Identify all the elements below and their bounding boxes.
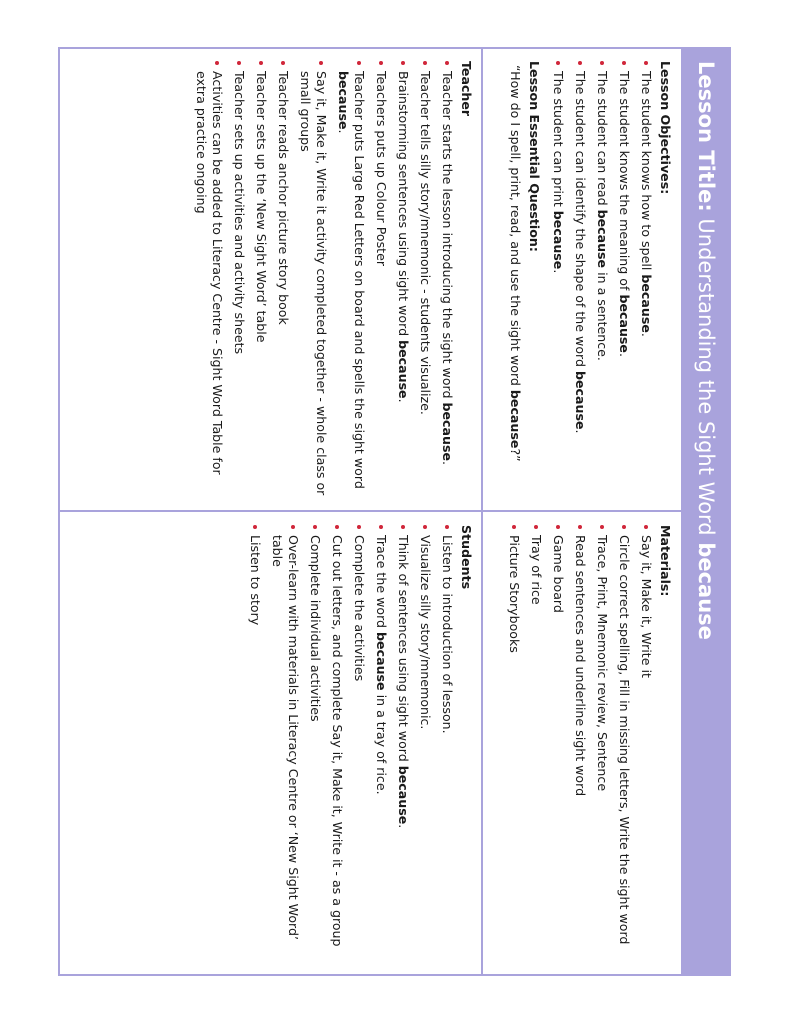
objectives-cell: [485, 61, 673, 501]
list-item: Listen to story: [247, 525, 263, 965]
essential-question-heading: Lesson Essential Question:: [527, 61, 542, 252]
list-item: The student can read because in a sentence.: [594, 61, 610, 501]
list-item: Teacher sets up the ‘New Sight Word’ table: [253, 61, 269, 501]
list-item: Circle correct spelling, Fill in missing letters, Write the sight word: [616, 525, 632, 965]
lesson-plan-sheet: [58, 47, 731, 976]
list-item: Teacher starts the lesson introducing the sight word because.: [439, 61, 455, 501]
list-item: Say it, Make it, Write it: [638, 525, 654, 965]
list-item: Listen to introduction of lesson.: [439, 525, 455, 965]
materials-list: [506, 525, 654, 965]
objectives-heading: Lesson Objectives:: [658, 61, 673, 195]
list-item: The student knows how to spell because.: [638, 61, 654, 501]
teacher-list: [193, 61, 455, 501]
lesson-title-text: Understanding the Sight Word: [694, 218, 718, 536]
materials-heading: Materials:: [658, 525, 673, 597]
list-item: Say it, Make it, Write it activity completed together - whole class or small groups: [297, 61, 329, 501]
teacher-cell: [64, 61, 474, 501]
students-heading: Students: [459, 525, 474, 590]
list-item: Teacher sets up activities and activity sheets: [231, 61, 247, 501]
list-item: Trace, Print, Mnemonic review, Sentence: [594, 525, 610, 965]
column-divider: [58, 510, 681, 512]
list-item: Complete the activities: [351, 525, 367, 965]
row-divider: [481, 47, 483, 976]
list-item: Complete individual activities: [307, 525, 323, 965]
list-item: Teacher puts Large Red Letters on board and spells the sight word because.: [335, 61, 367, 501]
list-item: Brainstorming sentences using sight word because.: [395, 61, 411, 501]
lesson-title-label: Lesson Title:: [694, 61, 718, 212]
list-item: The student can identify the shape of the word because.: [572, 61, 588, 501]
list-item: Read sentences and underline sight word: [572, 525, 588, 965]
teacher-heading: Teacher: [459, 61, 474, 117]
list-item: Picture Storybooks: [506, 525, 522, 965]
list-item: Activities can be added to Literacy Centre - Sight Word Table for extra practice ongoing: [193, 61, 225, 501]
list-item: Think of sentences using sight word because.: [395, 525, 411, 965]
list-item: The student knows the meaning of because.: [616, 61, 632, 501]
list-item: Game board: [550, 525, 566, 965]
list-item: Visualize silly story/mnemonic.: [417, 525, 433, 965]
list-item: Teacher reads anchor picture story book: [275, 61, 291, 501]
list-item: Trace the word because in a tray of rice.: [373, 525, 389, 965]
lesson-title-bar: [681, 47, 731, 976]
list-item: Teacher tells silly story/mnemonic - students visualize.: [417, 61, 433, 501]
students-list: [247, 525, 455, 965]
lesson-title-word: because: [694, 542, 718, 640]
list-item: Tray of rice: [528, 525, 544, 965]
students-cell: [64, 525, 474, 965]
materials-cell: [485, 525, 673, 965]
objectives-list: [550, 61, 654, 501]
essential-question-text: “How do I spell, print, read, and use the sight word because?”: [508, 65, 523, 462]
list-item: Teachers puts up Colour Poster: [373, 61, 389, 501]
list-item: Over-learn with materials in Literacy Centre or ‘New Sight Word’ table: [269, 525, 301, 965]
list-item: The student can print because.: [550, 61, 566, 501]
list-item: Cut out letters, and complete Say it, Make it, Write it - as a group: [329, 525, 345, 965]
